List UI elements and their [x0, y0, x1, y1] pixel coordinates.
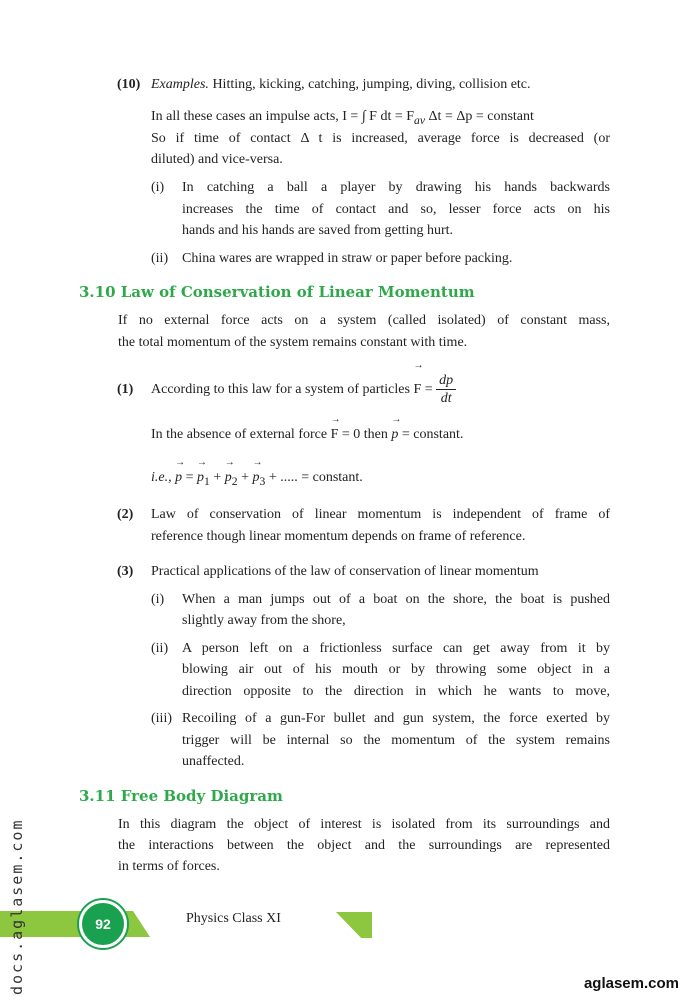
- sub-index: (ii): [151, 251, 169, 266]
- item-number: (3): [117, 564, 134, 579]
- eq-text: + .....: [265, 470, 298, 485]
- momentum-vector: → p: [252, 469, 259, 487]
- eq-text: In the absence of external force: [151, 427, 328, 442]
- fraction: [436, 372, 456, 407]
- absence-line: [151, 426, 463, 444]
- eq-sign: =: [421, 382, 437, 397]
- text-line: When a man jumps out of a boat on the shore, the boat is pushed: [182, 592, 610, 607]
- text-line: slightly away from the shore,: [182, 613, 346, 628]
- text-line: So if time of contact Δ t is increased, average force is decreased (or: [151, 131, 610, 146]
- text-line: If no external force acts on a system (called isolated) of constant mass,: [118, 313, 610, 328]
- eq-text: = 0 then: [338, 427, 392, 442]
- eq-sub: av: [414, 113, 426, 127]
- momentum-vector: → p: [197, 469, 204, 487]
- text-line: increases the time of contact and so, lesser force acts on his: [182, 202, 610, 217]
- sub-index: (iii): [151, 711, 172, 726]
- item-number: (2): [117, 507, 134, 522]
- text-line: diluted) and vice-versa.: [151, 152, 283, 167]
- sub-index: (i): [151, 592, 165, 607]
- item-number: (1): [117, 382, 134, 397]
- force-vector: → F: [413, 372, 421, 408]
- section-heading: 3.10 Law of Conservation of Linear Momentum: [79, 283, 475, 301]
- section-heading: 3.11 Free Body Diagram: [79, 787, 283, 805]
- text-line: reference though linear momentum depends on frame of reference.: [151, 529, 526, 544]
- footer-decoration: [336, 912, 372, 938]
- text-line: the total momentum of the system remains constant with time.: [118, 335, 468, 350]
- footer-title: Physics Class XI: [186, 911, 281, 926]
- momentum-vector: → p: [225, 469, 232, 487]
- item-number: (10): [117, 77, 141, 92]
- text-line: in terms of forces.: [118, 859, 220, 874]
- subscript: 1: [204, 474, 210, 488]
- page-number: 92: [79, 900, 127, 948]
- eq-text: = constant.: [398, 427, 464, 442]
- text-line: the interactions between the object and the surroundings are represented: [118, 838, 610, 853]
- ie-label: i.e.,: [151, 470, 172, 485]
- text-line: China wares are wrapped in straw or paper before packing.: [182, 251, 513, 266]
- denominator: dt: [440, 391, 452, 407]
- text-line: blowing air out of his mouth or by throwing some object in a: [182, 662, 610, 677]
- sub-index: (i): [151, 180, 165, 195]
- force-vector: → F: [331, 426, 339, 444]
- numerator: dp: [436, 372, 456, 390]
- text-line: In catching a ball a player by drawing his hands backwards: [182, 180, 610, 195]
- text-line: Recoiling of a gun-For bullet and gun system, the force exerted by: [182, 711, 610, 726]
- watermark: docs.aglasem.com: [8, 818, 26, 995]
- sub-index: (ii): [151, 641, 169, 656]
- text-line: direction opposite to the direction in which he wants to move,: [182, 684, 610, 699]
- item-text: [151, 76, 531, 94]
- impulse-equation: [151, 108, 534, 130]
- text-line: unaffected.: [182, 754, 245, 769]
- momentum-vector: → p: [175, 469, 182, 487]
- text-line: In this diagram the object of interest is isolated from its surroundings and: [118, 817, 610, 832]
- item-body: Hitting, kicking, catching, jumping, diving, collision etc.: [208, 77, 531, 92]
- text-line: A person left on a frictionless surface can get away from it by: [182, 641, 610, 656]
- subscript: 2: [231, 474, 238, 488]
- eq-part: In all these cases an impulse acts, I = ∫ F dt = F: [151, 109, 415, 124]
- text-line: hands and his hands are saved from getting hurt.: [182, 223, 453, 238]
- law-equation: [151, 372, 456, 408]
- subscript: 3: [259, 474, 266, 488]
- eq-text: = constant.: [297, 470, 363, 485]
- eq-sign: =: [182, 470, 198, 485]
- momentum-vector: → p: [391, 426, 398, 444]
- text-line: Law of conservation of linear momentum is independent of frame of: [151, 507, 610, 522]
- brand-link[interactable]: aglasem.com: [583, 975, 679, 992]
- text-line: Practical applications of the law of conservation of linear momentum: [151, 564, 539, 579]
- text-line: trigger will be internal so the momentum of the system remains: [182, 733, 610, 748]
- sum-line: i.e., → p = → $p_1$ + → $p_2$ + → $p_3$ + ..... = constant.: [151, 469, 363, 491]
- item-label: Examples.: [151, 77, 209, 92]
- eq-text: According to this law for a system of particles: [151, 382, 410, 397]
- eq-part: Δt = Δp = constant: [425, 109, 534, 124]
